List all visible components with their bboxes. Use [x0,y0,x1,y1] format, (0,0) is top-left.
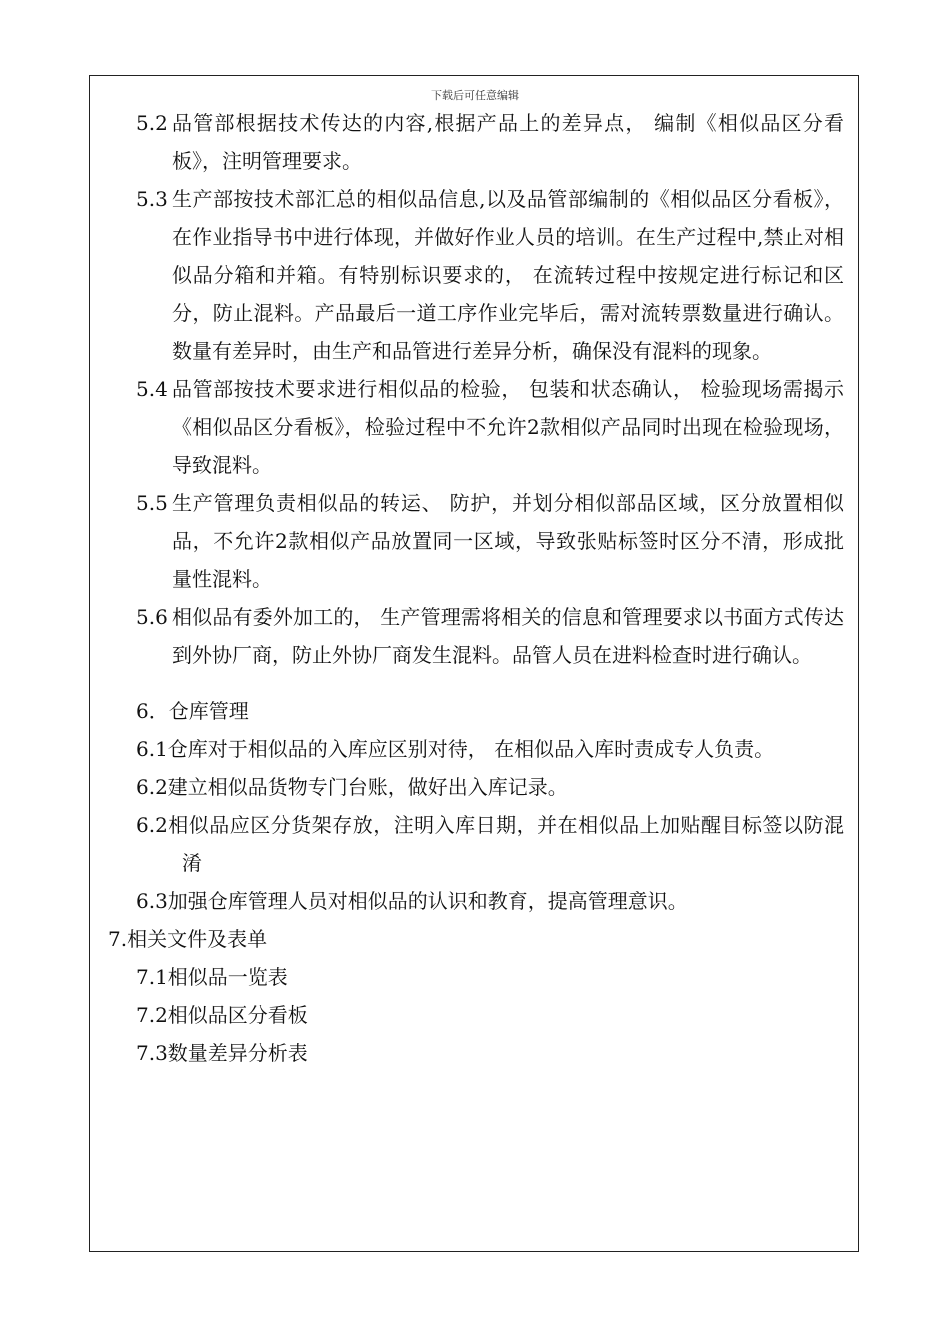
list-item-7-1: 7.1相似品一览表 [136,965,288,989]
list-item-5-6 [92,598,844,674]
list-item-7-3: 7.3数量差异分析表 [136,1041,308,1065]
section-6-heading: 6．仓库管理 [136,699,249,723]
header-note: 下载后可任意编辑 [431,89,519,102]
list-item-5-3 [92,180,844,370]
list-item-5-2 [92,104,844,180]
list-item-5-4 [92,370,844,484]
list-item-7-2: 7.2相似品区分看板 [136,1003,308,1027]
item-text: 相似品有委外加工的， 生产管理需将相关的信息和管理要求以书面方式传达到外协厂商，防止外协厂商发生混料。品管人员在进料检查时进行确认。 [172,605,844,667]
item-number: 5.3 [136,187,168,211]
item-number: 5.4 [136,377,168,401]
document-body [92,104,844,1072]
item-text: 生产部按技术部汇总的相似品信息,以及品管部编制的《相似品区分看板》，在作业指导书中进行体现，并做好作业人员的培训。在生产过程中,禁止对相似品分箱和并箱。有特别标识要求的， 在流转过程中按规定进行标记和区分，防止混料。产品最后一道工序作业完毕后，需对流转票数量进行确认。数量有差异时，由生产和品管进行差异分析，确保没有混料的现象。 [172,187,844,363]
item-number: 5.5 [136,491,168,515]
list-item-5-5 [92,484,844,598]
item-number: 5.6 [136,605,168,629]
paragraph-6-2: 6.2建立相似品货物专门台账，做好出入库记录。 [136,775,568,799]
item-text: 品管部按技术要求进行相似品的检验， 包装和状态确认， 检验现场需揭示《相似品区分看板》，检验过程中不允许2款相似产品同时出现在检验现场，导致混料。 [172,377,844,477]
item-number: 5.2 [136,111,168,135]
paragraph-6-1: 6.1仓库对于相似品的入库应区别对待， 在相似品入库时责成专人负责。 [136,737,775,761]
paragraph-6-3: 6.3加强仓库管理人员对相似品的认识和教育，提高管理意识。 [136,889,688,913]
section-spacer [92,674,844,692]
item-text: 品管部根据技术传达的内容,根据产品上的差异点， 编制《相似品区分看板》，注明管理要求。 [172,111,844,173]
section-7-heading: 7.相关文件及表单 [108,927,268,951]
item-text: 生产管理负责相似品的转运、 防护，并划分相似部品区域，区分放置相似品，不允许2款相似产品放置同一区域，导致张贴标签时区分不清，形成批量性混料。 [172,491,844,591]
paragraph-6-2b: 6.2相似品应区分货架存放，注明入库日期，并在相似品上加贴醒目标签以防混淆 [136,813,844,875]
